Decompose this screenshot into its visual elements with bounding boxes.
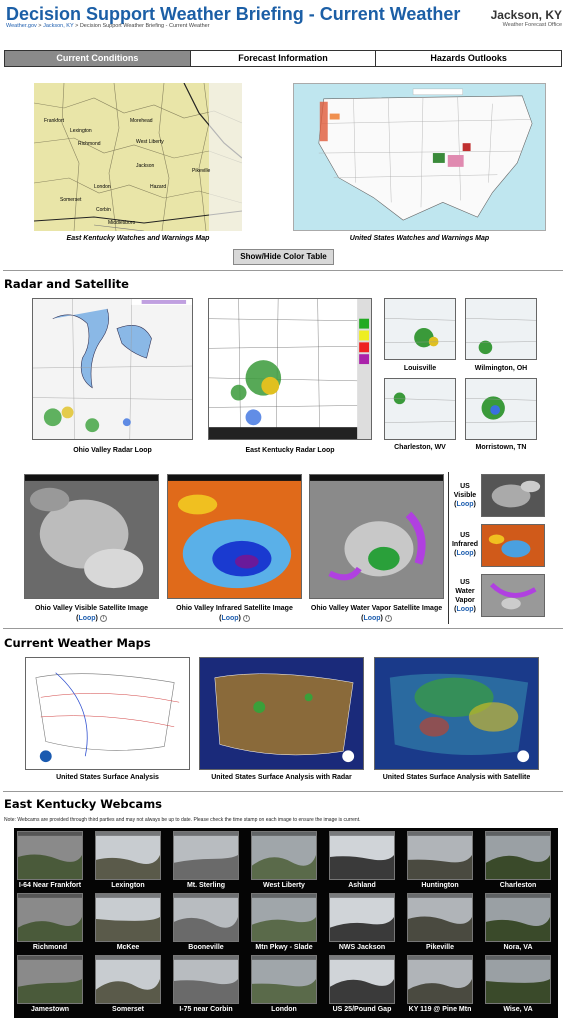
us-water-vapor-line3: Vapor [455, 597, 475, 604]
east-kentucky-radar-image[interactable] [208, 298, 372, 440]
webcam-label[interactable]: I-75 near Corbin [179, 1006, 233, 1013]
ov-water-vapor-satellite-image[interactable] [309, 474, 444, 599]
ov-visible-label[interactable]: Ohio Valley Visible Satellite Image [34, 605, 149, 612]
info-icon[interactable]: i [100, 615, 107, 622]
morristown-caption[interactable]: Morristown, TN [475, 444, 527, 451]
ov-infrared-label[interactable]: Ohio Valley Infrared Satellite Image [176, 605, 293, 612]
webcam-label[interactable]: KY 119 @ Pine Mtn [408, 1006, 472, 1013]
louisville-radar-image[interactable] [384, 298, 456, 360]
webcam-label[interactable]: Huntington [421, 882, 459, 889]
ov-visible-loop-link[interactable]: Loop [78, 615, 96, 622]
show-hide-color-table-button[interactable]: Show/Hide Color Table [233, 249, 334, 265]
office-block [491, 8, 562, 28]
breadcrumb-current: Decision Support Weather Briefing - Current Weather [79, 23, 210, 29]
ov-visible-satellite-image[interactable] [24, 474, 159, 599]
wilmington-caption[interactable]: Wilmington, OH [474, 365, 528, 372]
info-icon[interactable]: i [385, 615, 392, 622]
webcam-label[interactable]: Mtn Pkwy - Slade [255, 944, 313, 951]
breadcrumb-separator: > [36, 23, 44, 29]
louisville-caption[interactable]: Louisville [403, 365, 437, 372]
us-visible-loop-link[interactable]: Loop [456, 501, 474, 508]
breadcrumb [6, 23, 210, 29]
webcam-label[interactable]: London [271, 1006, 297, 1013]
webcam-image[interactable] [173, 955, 239, 1004]
morristown-radar-image[interactable] [465, 378, 537, 440]
us-water-vapor-line1: US [460, 579, 470, 586]
us-surface-radar-caption[interactable]: United States Surface Analysis with Radar [211, 774, 352, 781]
radar-satellite-heading: Radar and Satellite [4, 277, 129, 291]
us-visible-line2: Visible [453, 492, 477, 499]
ek-city-jackson: Jackson [136, 163, 155, 169]
webcam-label[interactable]: NWS Jackson [338, 944, 386, 951]
ek-city-richmond: Richmond [78, 141, 101, 147]
charleston-radar-image[interactable] [384, 378, 456, 440]
us-water-vapor-line2: Water [455, 588, 475, 595]
webcam-image[interactable] [173, 831, 239, 880]
webcam-image[interactable] [95, 893, 161, 942]
east-kentucky-warnings-map[interactable] [34, 83, 242, 231]
us-infrared-line2: Infrared [451, 541, 479, 548]
webcam-image[interactable] [485, 893, 551, 942]
us-visible-satellite-image[interactable] [481, 474, 545, 517]
webcam-label[interactable]: US 25/Pound Gap [332, 1006, 392, 1013]
tab-bar [4, 50, 562, 67]
webcam-image[interactable] [407, 893, 473, 942]
breadcrumb-separator: > [73, 23, 80, 29]
section-divider [3, 628, 563, 629]
webcam-image[interactable] [95, 831, 161, 880]
webcams-heading: East Kentucky Webcams [4, 797, 163, 811]
us-visible-label: US Visible (Loop) [450, 482, 480, 509]
office-subtitle: Weather Forecast Office [502, 22, 562, 28]
us-water-vapor-satellite-image[interactable] [481, 574, 545, 617]
webcam-label[interactable]: Richmond [32, 944, 68, 951]
vertical-divider [448, 472, 449, 624]
breadcrumb-link-jackson[interactable]: Jackson, KY [43, 23, 74, 29]
ek-city-london: London [94, 184, 111, 190]
us-infrared-label: US Infrared (Loop) [451, 532, 479, 557]
ek-city-lexington: Lexington [70, 128, 92, 134]
us-warnings-map[interactable] [293, 83, 546, 231]
office-city: Jackson, KY [490, 8, 562, 22]
current-weather-maps-heading: Current Weather Maps [4, 636, 151, 650]
us-infrared-line1: US [460, 532, 470, 539]
webcam-image[interactable] [329, 893, 395, 942]
webcam-label[interactable]: Jamestown [30, 1006, 70, 1013]
webcam-image[interactable] [251, 955, 317, 1004]
ov-water-vapor-loop-link[interactable]: Loop [363, 615, 381, 622]
webcam-image[interactable] [251, 831, 317, 880]
section-divider [3, 270, 563, 271]
webcam-image[interactable] [485, 831, 551, 880]
us-infrared-satellite-image[interactable] [481, 524, 545, 567]
us-water-vapor-loop-link[interactable]: Loop [456, 606, 474, 613]
ov-water-vapor-label[interactable]: Ohio Valley Water Vapor Satellite Image [310, 605, 443, 612]
info-icon[interactable]: i [243, 615, 250, 622]
webcam-image[interactable] [17, 955, 83, 1004]
ek-city-somerset: Somerset [60, 197, 82, 203]
webcam-image[interactable] [407, 955, 473, 1004]
webcam-label[interactable]: West Liberty [263, 882, 305, 889]
webcam-image[interactable] [485, 955, 551, 1004]
webcam-label[interactable]: Wise, VA [503, 1006, 533, 1013]
webcam-label[interactable]: Somerset [112, 1006, 144, 1013]
tab-current-conditions[interactable]: Current Conditions [5, 51, 191, 66]
webcam-image[interactable] [329, 831, 395, 880]
ov-infrared-loop-link[interactable]: Loop [221, 615, 239, 622]
webcam-image[interactable] [17, 893, 83, 942]
webcam-image[interactable] [17, 831, 83, 880]
charleston-caption[interactable]: Charleston, WV [394, 444, 446, 451]
ek-city-pikeville: Pikeville [192, 168, 211, 174]
webcam-image[interactable] [407, 831, 473, 880]
ohio-valley-radar-caption[interactable]: Ohio Valley Radar Loop [73, 447, 152, 454]
ek-city-middlesboro: Middlesboro [108, 220, 136, 226]
us-visible-line1: US [460, 483, 470, 490]
ek-city-corbin: Corbin [96, 207, 111, 213]
ek-city-morehead: Morehead [130, 118, 153, 124]
ek-warnings-caption[interactable]: East Kentucky Watches and Warnings Map [66, 235, 210, 242]
ek-city-hazard: Hazard [150, 184, 167, 190]
ek-city-west-liberty: West Liberty [136, 139, 164, 145]
webcam-label[interactable]: McKee [116, 944, 140, 951]
section-divider [3, 791, 563, 792]
us-surface-satellite-image[interactable] [374, 657, 539, 770]
webcam-label[interactable]: Booneville [188, 944, 224, 951]
us-water-vapor-label: US Water Vapor (Loop) [450, 578, 480, 614]
us-surface-satellite-caption[interactable]: United States Surface Analysis with Satellite [382, 774, 531, 781]
ohio-valley-radar-image[interactable] [32, 298, 193, 440]
east-kentucky-radar-caption[interactable]: East Kentucky Radar Loop [245, 447, 335, 454]
webcam-image[interactable] [95, 955, 161, 1004]
webcam-image[interactable] [173, 893, 239, 942]
ek-city-frankfort: Frankfort [44, 118, 65, 124]
ov-infrared-satellite-image[interactable] [167, 474, 302, 599]
webcam-label[interactable]: Ashland [348, 882, 376, 889]
webcam-label[interactable]: Mt. Sterling [186, 882, 226, 889]
ov-water-vapor-caption: Ohio Valley Water Vapor Satellite Image (Loop) i [310, 605, 443, 622]
webcam-label[interactable]: Pikeville [425, 944, 455, 951]
page-title: Decision Support Weather Briefing - Current Weather [6, 4, 461, 24]
webcam-image[interactable] [329, 955, 395, 1004]
webcam-label[interactable]: I-64 Near Frankfort [18, 882, 82, 889]
us-surface-radar-image[interactable] [199, 657, 364, 770]
us-surface-analysis-image[interactable] [25, 657, 190, 770]
webcams-note: Note: Webcams are provided through third parties and may not always be up to date. Please check the time stamp on each image to ensure the image is current. [4, 817, 361, 823]
us-surface-analysis-caption[interactable]: United States Surface Analysis [56, 774, 159, 781]
webcam-label[interactable]: Lexington [111, 882, 145, 889]
breadcrumb-link-weather-gov[interactable]: Weather.gov [6, 23, 37, 29]
ov-visible-caption: Ohio Valley Visible Satellite Image (Loop) i [34, 605, 149, 622]
tab-hazards-outlooks[interactable]: Hazards Outlooks [376, 51, 561, 66]
webcam-image[interactable] [251, 893, 317, 942]
us-warnings-caption[interactable]: United States Watches and Warnings Map [349, 235, 490, 242]
webcam-label[interactable]: Nora, VA [503, 944, 533, 951]
wilmington-radar-image[interactable] [465, 298, 537, 360]
ov-infrared-caption: Ohio Valley Infrared Satellite Image (Loop) i [176, 605, 293, 622]
webcam-label[interactable]: Charleston [499, 882, 537, 889]
tab-forecast-information[interactable]: Forecast Information [191, 51, 377, 66]
us-infrared-loop-link[interactable]: Loop [456, 550, 474, 557]
